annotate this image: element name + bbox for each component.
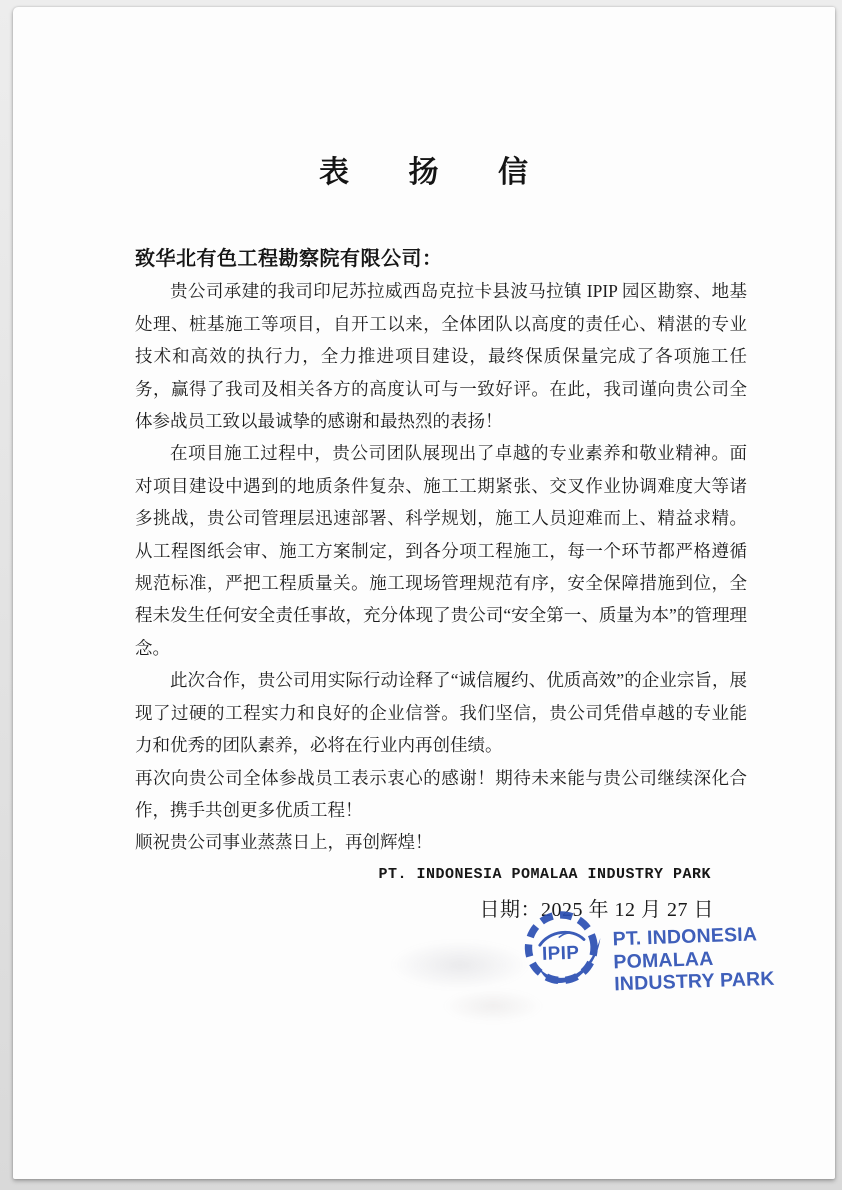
paragraph-4: 再次向贵公司全体参战员工表示衷心的感谢！期待未来能与贵公司继续深化合作，携手共创更多优质工程！	[135, 767, 747, 820]
scan-smudge	[390, 940, 530, 990]
letter-title: 表 扬 信	[319, 156, 529, 189]
stamp-line-2: POMALAA	[613, 947, 714, 973]
paragraph-5: 顺祝贵公司事业蒸蒸日上，再创辉煌！	[135, 832, 433, 853]
company-signature: PT. INDONESIA POMALAA INDUSTRY PARK	[378, 865, 711, 883]
letter-date: 日期：2025 年 12 月 27 日	[479, 899, 714, 922]
letter-page	[13, 7, 835, 1179]
addressee-line: 致华北有色工程勘察院有限公司：	[135, 248, 443, 270]
svg-text:IPIP: IPIP	[541, 941, 580, 964]
letter-body	[135, 243, 747, 927]
stamp-line-1: PT. INDONESIA	[612, 923, 758, 951]
ipip-logo-icon	[520, 904, 605, 997]
paragraph-3: 此次合作，贵公司用实际行动诠释了“诚信履约、优质高效”的企业宗旨，展现了过硬的工程实力和良好的企业信誉。我们坚信，贵公司凭借卓越的专业能力和优秀的团队素养，必将在行业内再创佳绩。	[135, 670, 747, 756]
paragraph-1: 贵公司承建的我司印尼苏拉威西岛克拉卡县波马拉镇 IPIP 园区勘察、地基处理、桩基施工等项目，自开工以来，全体团队以高度的责任心、精湛的专业技术和高效的执行力，全力推进项目建设，最终保质保量完成了各项施工任务，赢得了我司及相关各方的高度认可与一致好评。在此，我司谨向贵公司全体参战员工致以最诚挚的感谢和最热烈的表扬！	[135, 281, 747, 432]
paragraph-2: 在项目施工过程中，贵公司团队展现出了卓越的专业素养和敬业精神。面对项目建设中遇到的地质条件复杂、施工工期紧张、交叉作业协调难度大等诸多挑战，贵公司管理层迅速部署、科学规划，施工人员迎难而上、精益求精。从工程图纸会审、施工方案制定，到各分项工程施工，每一个环节都严格遵循规范标准，严把工程质量关。施工现场管理规范有序，安全保障措施到位，全程未发生任何安全责任事故，充分体现了贵公司“安全第一、质量为本”的管理理念。	[135, 443, 747, 658]
stamp-text-block	[612, 923, 775, 996]
company-stamp	[520, 897, 783, 999]
stamp-line-3: INDUSTRY PARK	[613, 967, 775, 996]
